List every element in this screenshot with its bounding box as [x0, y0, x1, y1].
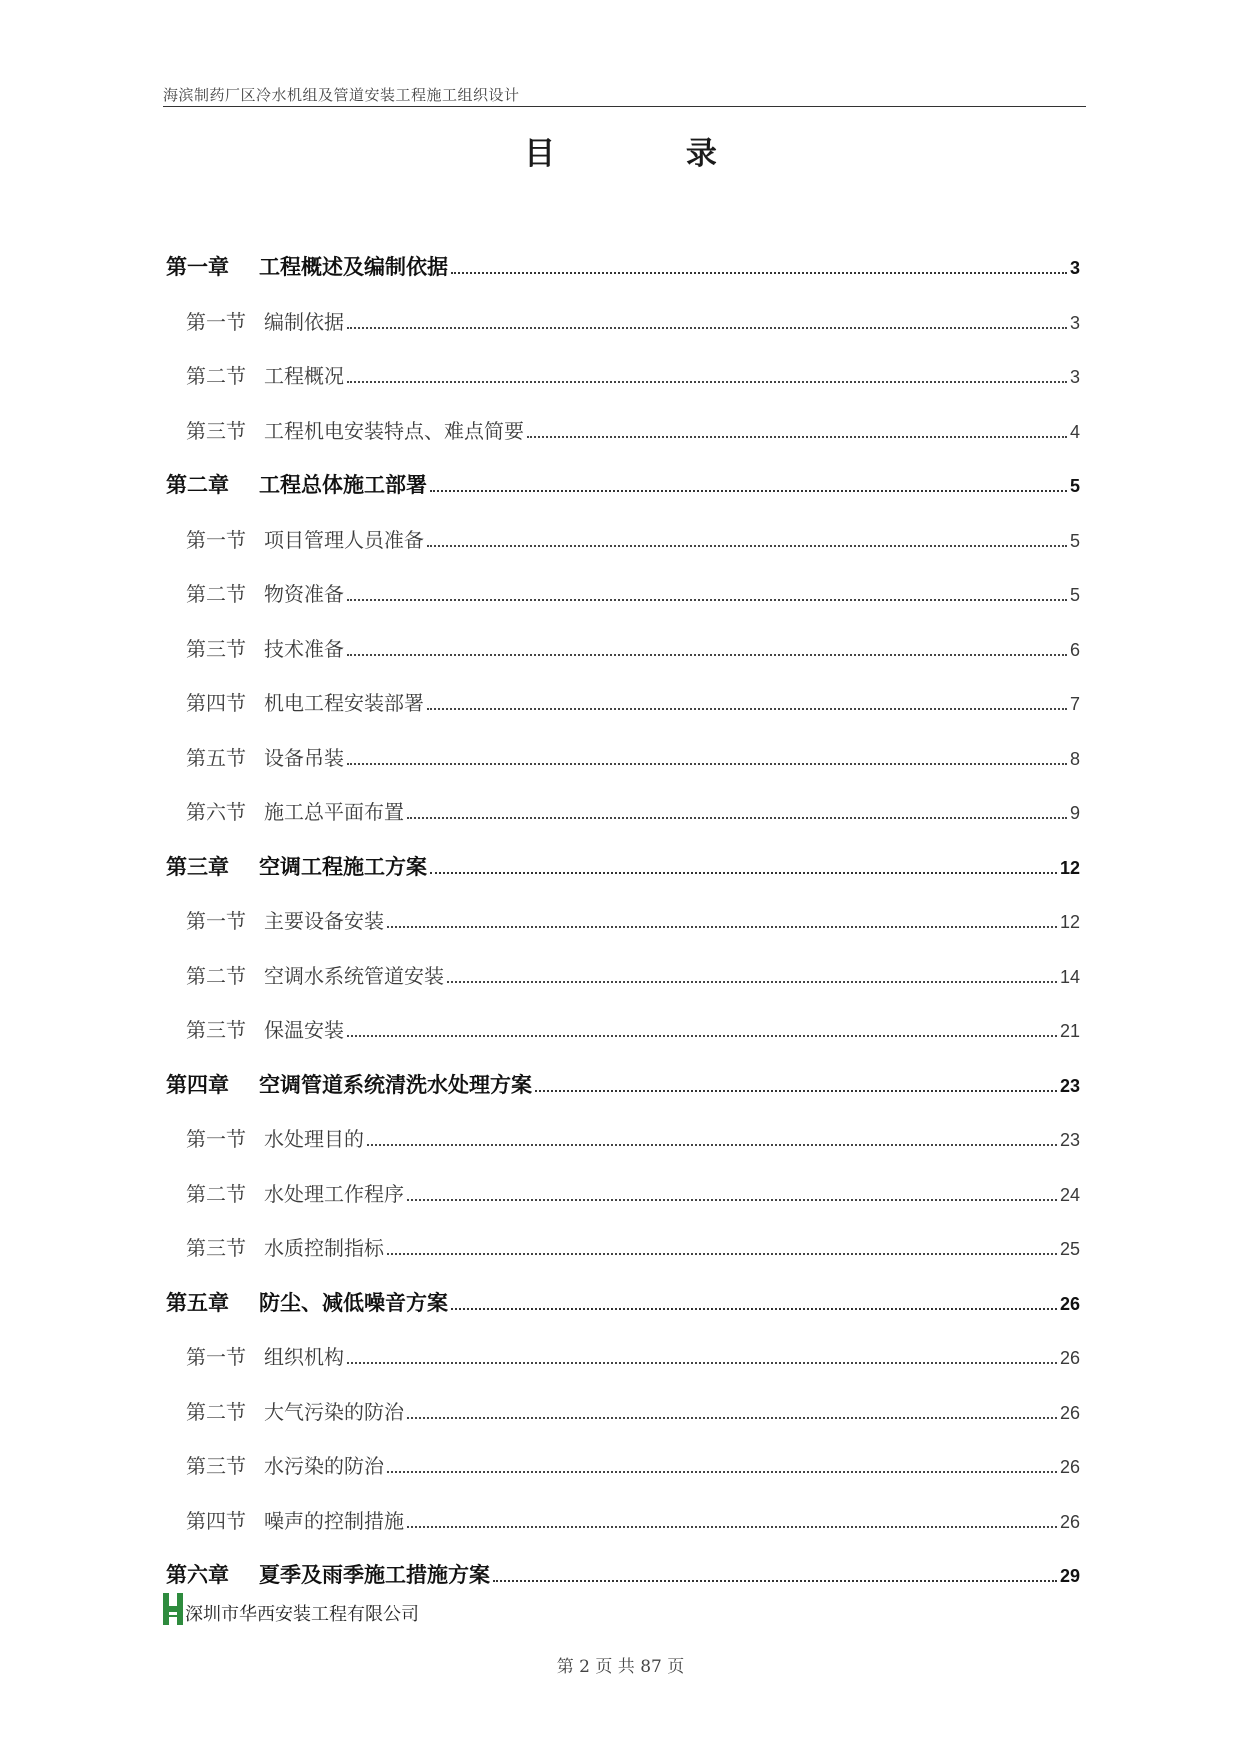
toc-dot-leader [535, 1090, 1057, 1092]
toc-page-number: 5 [1069, 531, 1080, 551]
toc-section-entry[interactable] [186, 633, 1080, 663]
toc-entry-number: 第四章 [166, 1073, 229, 1097]
toc-entry-label: 工程机电安装特点、难点简要 [264, 419, 524, 443]
toc-dot-leader [347, 1035, 1057, 1037]
toc-entry-number: 第二节 [186, 1400, 246, 1424]
toc-page-number: 5 [1069, 585, 1080, 605]
toc-entry-label: 项目管理人员准备 [264, 528, 424, 552]
toc-entry-number: 第四节 [186, 691, 246, 715]
toc-entry-number: 第六节 [186, 800, 246, 824]
toc-section-entry[interactable] [186, 415, 1080, 445]
toc-dot-leader [451, 272, 1067, 274]
toc-page-number: 7 [1069, 694, 1080, 714]
toc-dot-leader [451, 1308, 1057, 1310]
toc-entry-label: 空调管道系统清洗水处理方案 [259, 1073, 532, 1097]
toc-page-number: 23 [1059, 1130, 1080, 1150]
toc-page-number: 8 [1069, 749, 1080, 769]
toc-entry-label: 工程概述及编制依据 [259, 255, 448, 279]
toc-section-entry[interactable] [186, 796, 1080, 826]
toc-entry-label: 编制依据 [264, 310, 344, 334]
toc-page-number: 14 [1059, 967, 1080, 987]
toc-page-number: 24 [1059, 1185, 1080, 1205]
toc-entry-number: 第三章 [166, 855, 229, 879]
toc-entry-number: 第五节 [186, 746, 246, 770]
toc-page-number: 23 [1059, 1076, 1080, 1096]
toc-dot-leader [527, 436, 1067, 438]
toc-dot-leader [430, 490, 1067, 492]
toc-entry-number: 第一节 [186, 909, 246, 933]
footer-company-block [163, 1593, 419, 1625]
toc-entry-label: 大气污染的防治 [264, 1400, 404, 1424]
toc-entry-label: 物资准备 [264, 582, 344, 606]
toc-dot-leader [427, 545, 1067, 547]
company-name: 深圳市华西安装工程有限公司 [185, 1604, 419, 1625]
toc-dot-leader [347, 654, 1067, 656]
toc-entry-number: 第二节 [186, 964, 246, 988]
toc-dot-leader [387, 1253, 1057, 1255]
toc-entry-label: 空调工程施工方案 [259, 855, 427, 879]
toc-entry-number: 第二节 [186, 364, 246, 388]
toc-entry-label: 夏季及雨季施工措施方案 [259, 1563, 490, 1587]
toc-dot-leader [347, 1362, 1057, 1364]
toc-page-number: 26 [1059, 1348, 1080, 1368]
toc-chapter-entry[interactable] [166, 1069, 1080, 1099]
toc-dot-leader [387, 926, 1057, 928]
toc-entry-label: 组织机构 [264, 1345, 344, 1369]
toc-entry-number: 第二节 [186, 1182, 246, 1206]
toc-chapter-entry[interactable] [166, 251, 1080, 281]
toc-dot-leader [367, 1144, 1057, 1146]
toc-entry-number: 第一章 [166, 255, 229, 279]
toc-section-entry[interactable] [186, 306, 1080, 336]
toc-entry-label: 主要设备安装 [264, 909, 384, 933]
toc-entry-label: 工程概况 [264, 364, 344, 388]
toc-entry-label: 空调水系统管道安装 [264, 964, 444, 988]
toc-dot-leader [447, 981, 1057, 983]
toc-page-number: 21 [1059, 1021, 1080, 1041]
toc-entry-number: 第一节 [186, 528, 246, 552]
toc-entry-number: 第二章 [166, 473, 229, 497]
toc-dot-leader [407, 1417, 1057, 1419]
toc-dot-leader [427, 708, 1067, 710]
toc-page-number: 3 [1069, 367, 1080, 387]
toc-section-entry[interactable] [186, 1396, 1080, 1426]
toc-section-entry[interactable] [186, 905, 1080, 935]
toc-dot-leader [347, 327, 1067, 329]
toc-section-entry[interactable] [186, 1341, 1080, 1371]
toc-entry-label: 机电工程安装部署 [264, 691, 424, 715]
toc-page-number: 26 [1059, 1457, 1080, 1477]
toc-section-entry[interactable] [186, 1450, 1080, 1480]
toc-section-entry[interactable] [186, 1123, 1080, 1153]
toc-entry-label: 设备吊装 [264, 746, 344, 770]
toc-section-entry[interactable] [186, 360, 1080, 390]
toc-page-number: 5 [1069, 476, 1080, 496]
toc-entry-label: 防尘、减低噪音方案 [259, 1291, 448, 1315]
toc-entry-number: 第一节 [186, 310, 246, 334]
toc-page-number: 9 [1069, 803, 1080, 823]
toc-section-entry[interactable] [186, 578, 1080, 608]
toc-chapter-entry[interactable] [166, 1559, 1080, 1589]
toc-page-number: 4 [1069, 422, 1080, 442]
toc-dot-leader [387, 1471, 1057, 1473]
toc-section-entry[interactable] [186, 1505, 1080, 1535]
toc-entry-number: 第三节 [186, 1454, 246, 1478]
toc-entry-label: 水处理目的 [264, 1127, 364, 1151]
toc-page-number: 26 [1059, 1512, 1080, 1532]
toc-dot-leader [407, 1526, 1057, 1528]
toc-page-number: 6 [1069, 640, 1080, 660]
running-header: 海滨制药厂区冷水机组及管道安装工程施工组织设计 [163, 86, 520, 104]
toc-dot-leader [347, 381, 1067, 383]
toc-chapter-entry[interactable] [166, 469, 1080, 499]
toc-section-entry[interactable] [186, 960, 1080, 990]
toc-page-number: 25 [1059, 1239, 1080, 1259]
toc-page-number: 12 [1059, 858, 1080, 878]
toc-entry-number: 第一节 [186, 1127, 246, 1151]
toc-page-number: 26 [1059, 1294, 1080, 1314]
toc-section-entry[interactable] [186, 742, 1080, 772]
toc-entry-number: 第一节 [186, 1345, 246, 1369]
toc-entry-number: 第三节 [186, 1236, 246, 1260]
toc-entry-label: 技术准备 [264, 637, 344, 661]
toc-entry-label: 工程总体施工部署 [259, 473, 427, 497]
toc-entry-number: 第三节 [186, 419, 246, 443]
toc-section-entry[interactable] [186, 1232, 1080, 1262]
toc-entry-label: 水污染的防治 [264, 1454, 384, 1478]
toc-entry-label: 水质控制指标 [264, 1236, 384, 1260]
toc-dot-leader [347, 763, 1067, 765]
toc-page-number: 3 [1069, 313, 1080, 333]
toc-entry-number: 第四节 [186, 1509, 246, 1533]
company-logo-icon [163, 1593, 183, 1625]
toc-entry-number: 第六章 [166, 1563, 229, 1587]
toc-page-number: 29 [1059, 1566, 1080, 1586]
toc-dot-leader [347, 599, 1067, 601]
toc-section-entry[interactable] [186, 687, 1080, 717]
toc-entry-label: 保温安装 [264, 1018, 344, 1042]
toc-entry-label: 施工总平面布置 [264, 800, 404, 824]
toc-dot-leader [407, 817, 1067, 819]
toc-section-entry[interactable] [186, 524, 1080, 554]
toc-dot-leader [407, 1199, 1057, 1201]
toc-dot-leader [493, 1580, 1057, 1582]
page-number: 第 2 页 共 87 页 [556, 1657, 685, 1677]
toc-entry-number: 第三节 [186, 637, 246, 661]
toc-dot-leader [430, 872, 1057, 874]
toc-section-entry[interactable] [186, 1178, 1080, 1208]
toc-entry-number: 第五章 [166, 1291, 229, 1315]
toc-page-number: 12 [1059, 912, 1080, 932]
toc-page-number: 26 [1059, 1403, 1080, 1423]
toc-page-number: 3 [1069, 258, 1080, 278]
toc-chapter-entry[interactable] [166, 1287, 1080, 1317]
toc-chapter-entry[interactable] [166, 851, 1080, 881]
toc-section-entry[interactable] [186, 1014, 1080, 1044]
toc-entry-label: 噪声的控制措施 [264, 1509, 404, 1533]
toc-entry-number: 第二节 [186, 582, 246, 606]
toc-title: 目 录 [524, 136, 777, 172]
toc-entry-label: 水处理工作程序 [264, 1182, 404, 1206]
toc-entry-number: 第三节 [186, 1018, 246, 1042]
